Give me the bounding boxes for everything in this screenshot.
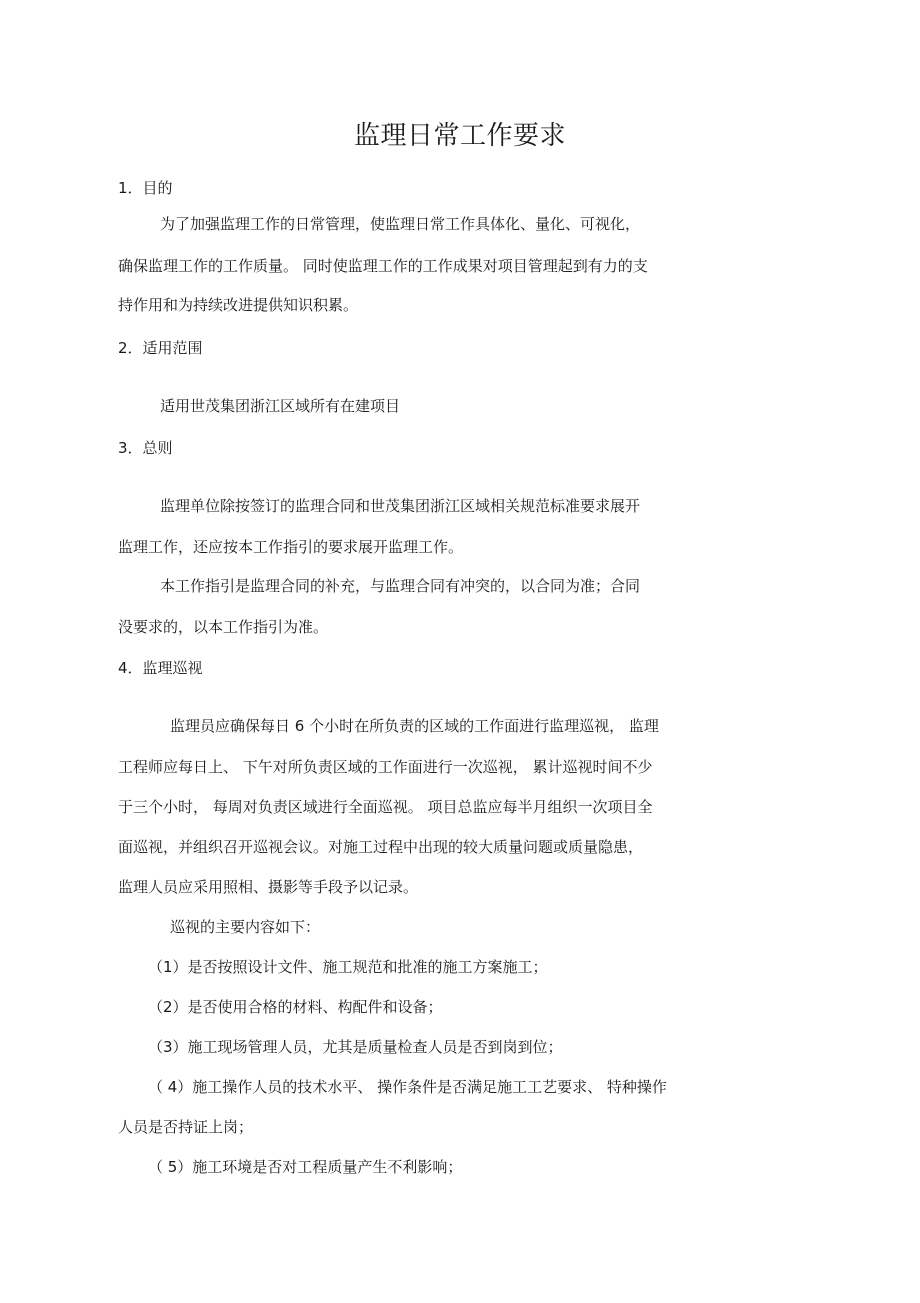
section-heading-purpose: 1．目的 <box>118 179 173 197</box>
section-heading-inspection: 4．监理巡视 <box>118 659 203 677</box>
paragraph-line: 巡视的主要内容如下： <box>170 918 321 936</box>
paragraph-line: 监理人员应采用照相、摄影等手段予以记录。 <box>118 878 419 896</box>
paragraph-line: 适用世茂集团浙江区域所有在建项目 <box>160 397 401 415</box>
paragraph-line: 人员是否持证上岗； <box>118 1118 254 1136</box>
paragraph-line: 监理员应确保每日 6 个小时在所负责的区域的工作面进行监理巡视， 监理 <box>170 717 659 735</box>
paragraph-line: 于三个小时， 每周对负责区域进行全面巡视。 项目总监应每半月组织一次项目全 <box>118 798 653 816</box>
list-item: （2）是否使用合格的材料、构配件和设备； <box>148 998 443 1016</box>
paragraph-line: 面巡视，并组织召开巡视会议。对施工过程中出现的较大质量问题或质量隐患， <box>118 838 644 856</box>
list-item: （1）是否按照设计文件、施工规范和批准的施工方案施工； <box>148 958 548 976</box>
paragraph-line: 工程师应每日上、 下午对所负责区域的工作面进行一次巡视， 累计巡视时间不少 <box>118 758 653 776</box>
section-heading-scope: 2．适用范围 <box>118 339 203 357</box>
paragraph-line: 监理工作，还应按本工作指引的要求展开监理工作。 <box>118 538 464 556</box>
list-item: （ 5）施工环境是否对工程质量产生不利影响； <box>148 1158 463 1176</box>
paragraph-line: 本工作指引是监理合同的补充，与监理合同有冲突的，以合同为准；合同 <box>160 577 641 595</box>
paragraph-line: 确保监理工作的工作质量。 同时使监理工作的工作成果对项目管理起到有力的支 <box>118 257 648 275</box>
paragraph-line: 监理单位除按签订的监理合同和世茂集团浙江区域相关规范标准要求展开 <box>160 497 641 515</box>
list-item: （ 4）施工操作人员的技术水平、 操作条件是否满足施工工艺要求、 特种操作 <box>148 1078 667 1096</box>
paragraph-line: 没要求的，以本工作指引为准。 <box>118 618 329 636</box>
document-title: 监理日常工作要求 <box>353 121 566 151</box>
paragraph-line: 为了加强监理工作的日常管理，使监理日常工作具体化、量化、可视化， <box>160 215 641 233</box>
section-heading-general: 3．总则 <box>118 439 173 457</box>
list-item: （3）施工现场管理人员，尤其是质量检查人员是否到岗到位； <box>148 1038 563 1056</box>
paragraph-line: 持作用和为持续改进提供知识积累。 <box>118 296 359 314</box>
